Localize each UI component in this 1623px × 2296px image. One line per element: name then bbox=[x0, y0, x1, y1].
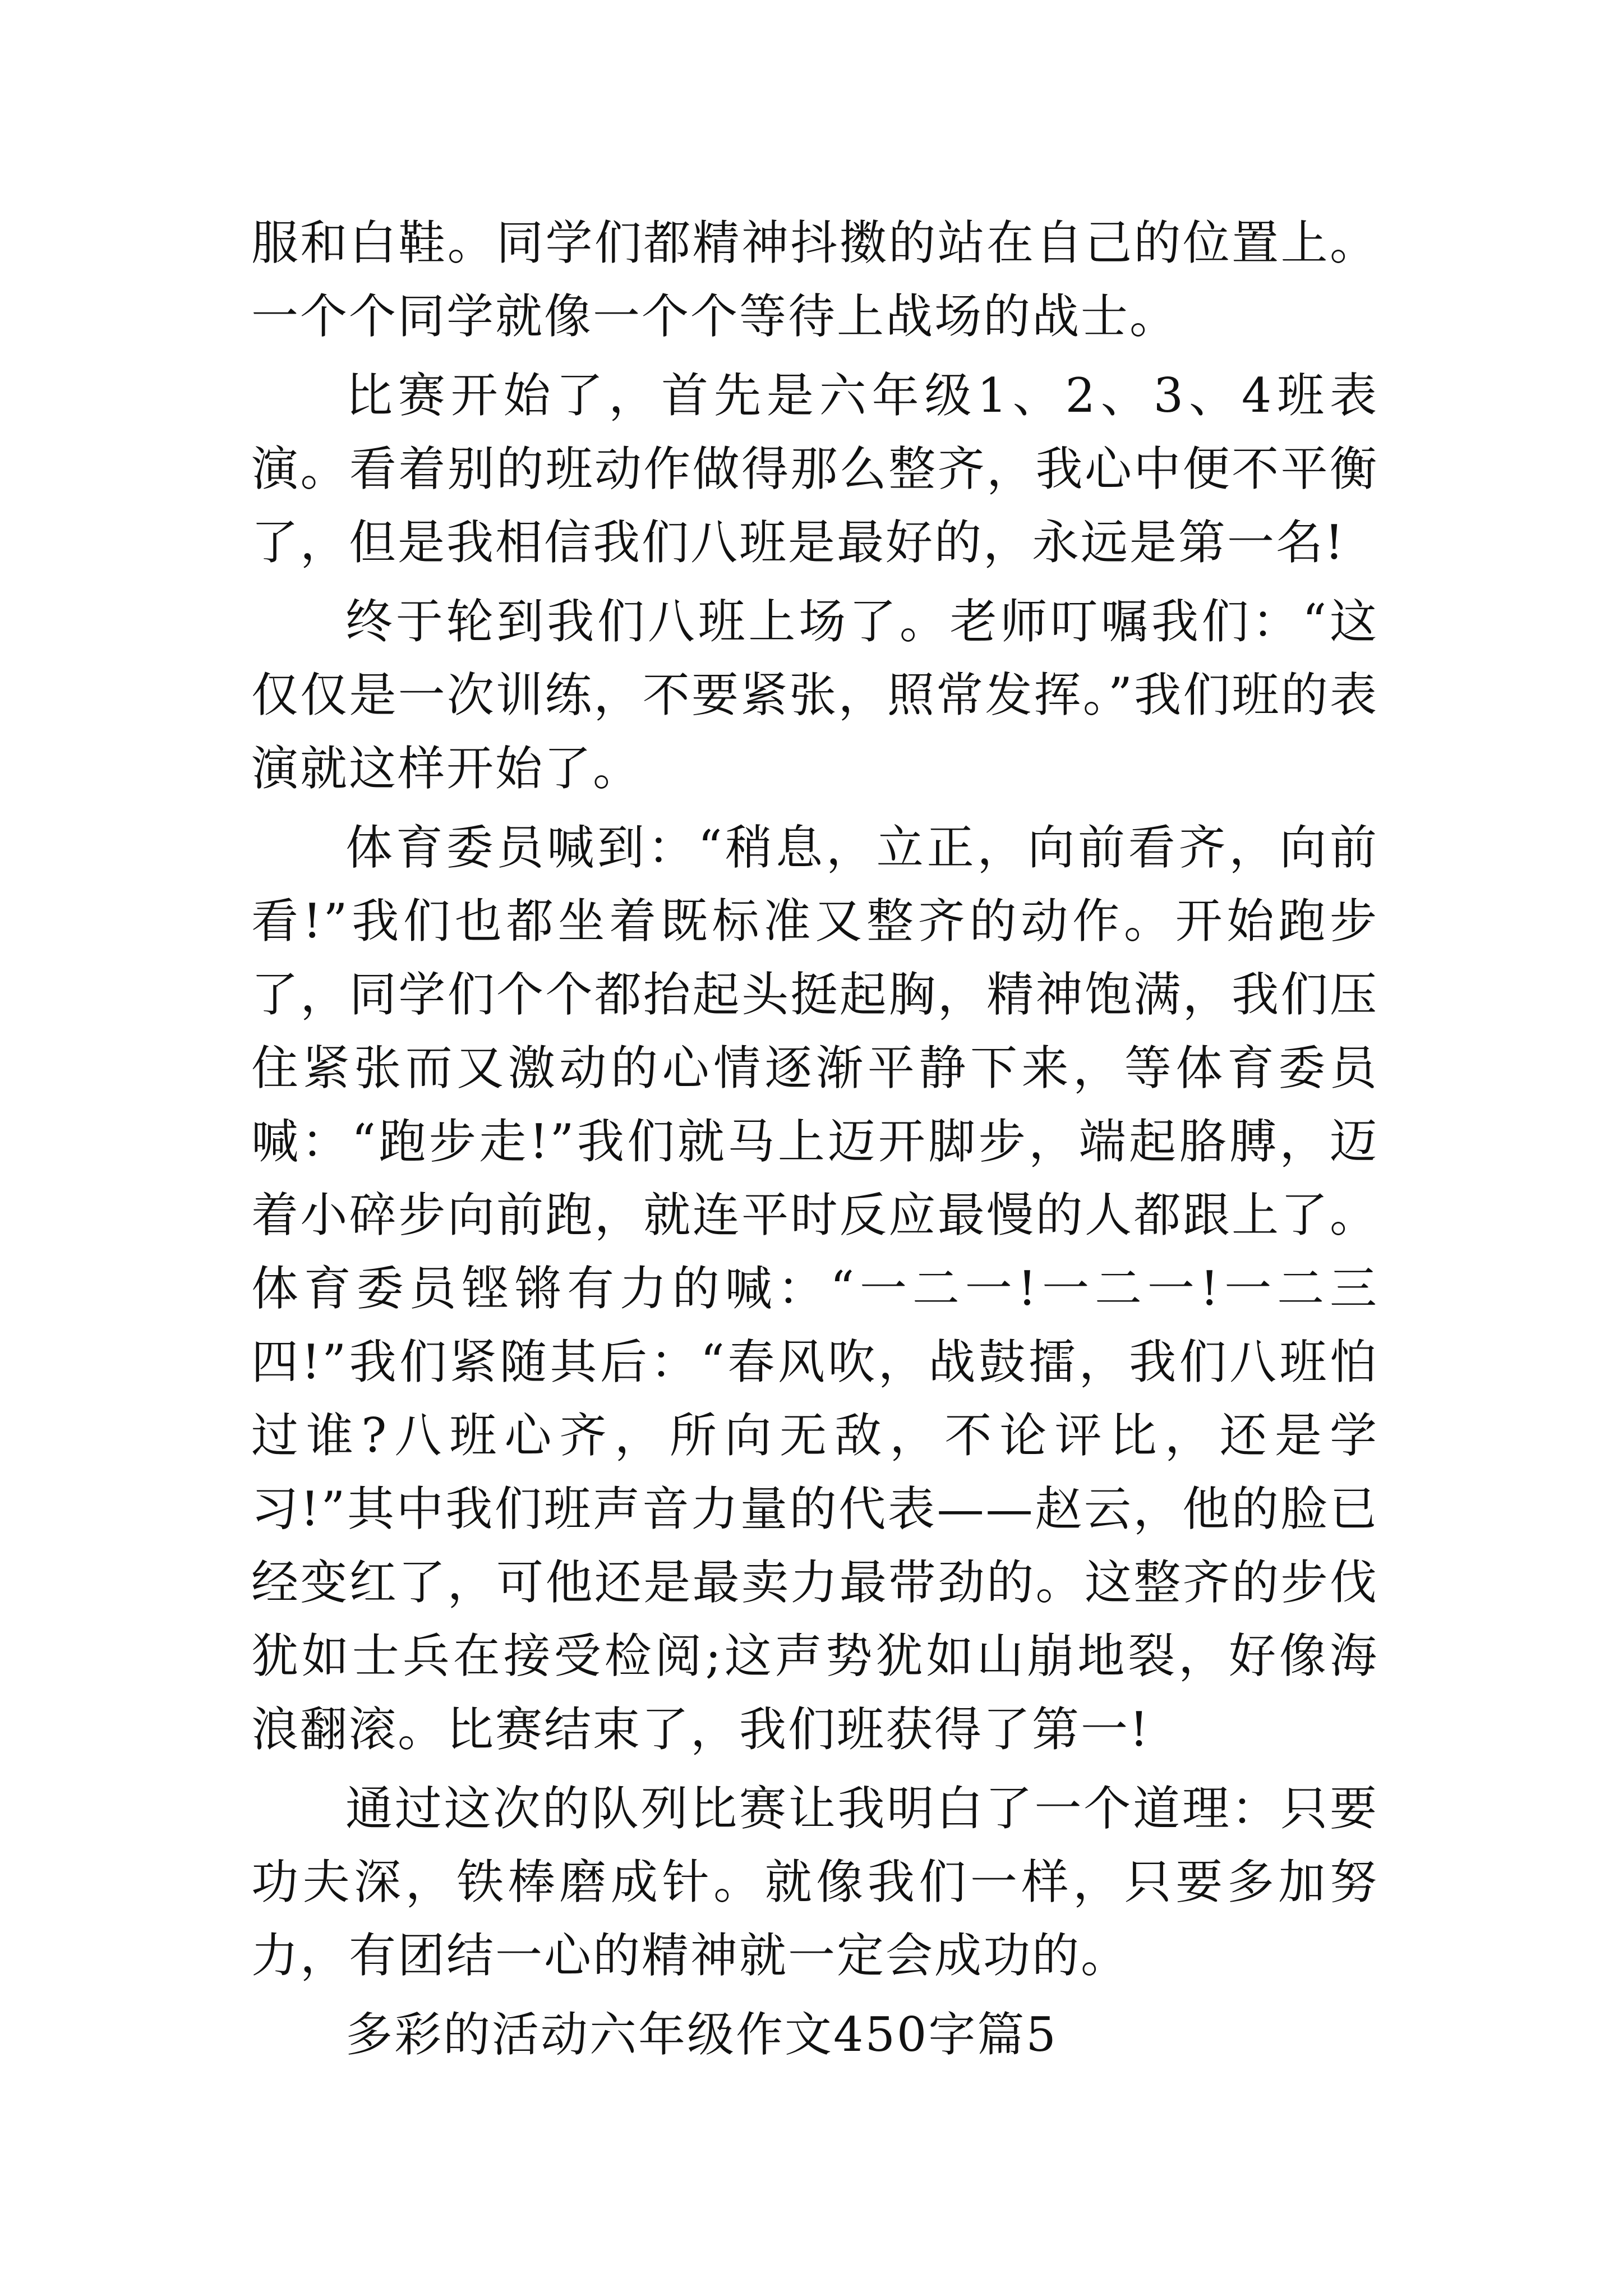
paragraph: 通过这次的队列比赛让我明白了一个道理：只要功夫深，铁棒磨成针。就像我们一样，只要多加努力，有团结一心的精神就一定会成功的。 bbox=[251, 1781, 1378, 1983]
paragraph: 终于轮到我们八班上场了。老师叮嘱我们：“这仅仅是一次训练，不要紧张，照常发挥。”我们班的表演就这样开始了。 bbox=[251, 594, 1378, 796]
paragraph-continued: 服和白鞋。同学们都精神抖擞的站在自己的位置上。一个个同学就像一个个等待上战场的战士。 bbox=[251, 215, 1378, 344]
document-body bbox=[251, 206, 1378, 2077]
paragraph: 体育委员喊到：“稍息，立正，向前看齐，向前看!”我们也都坐着既标准又整齐的动作。开始跑步了，同学们个个都抬起头挺起胸，精神饱满，我们压住紧张而又激动的心情逐渐平静下来，等体育委员喊：“跑步走!”我们就马上迈开脚步，端起胳膊，迈着小碎步向前跑，就连平时反应最慢的人都跟上了。体育委员铿锵有力的喊：“一二一!一二一!一二三四!”我们紧随其后：“春风吹，战鼓擂，我们八班怕过谁?八班心齐，所向无敌，不论评比，还是学习!”其中我们班声音力量的代表——赵云，他的脸已经变红了，可他还是最卖力最带劲的。这整齐的步伐犹如士兵在接受检阅;这声势犹如山崩地裂，好像海浪翻滚。比赛结束了，我们班获得了第一! bbox=[251, 820, 1378, 1757]
paragraph: 比赛开始了，首先是六年级1、2、3、4班表演。看着别的班动作做得那么整齐，我心中便不平衡了，但是我相信我们八班是最好的，永远是第一名! bbox=[251, 368, 1378, 570]
section-heading: 多彩的活动六年级作文450字篇5 bbox=[345, 2007, 1058, 2062]
